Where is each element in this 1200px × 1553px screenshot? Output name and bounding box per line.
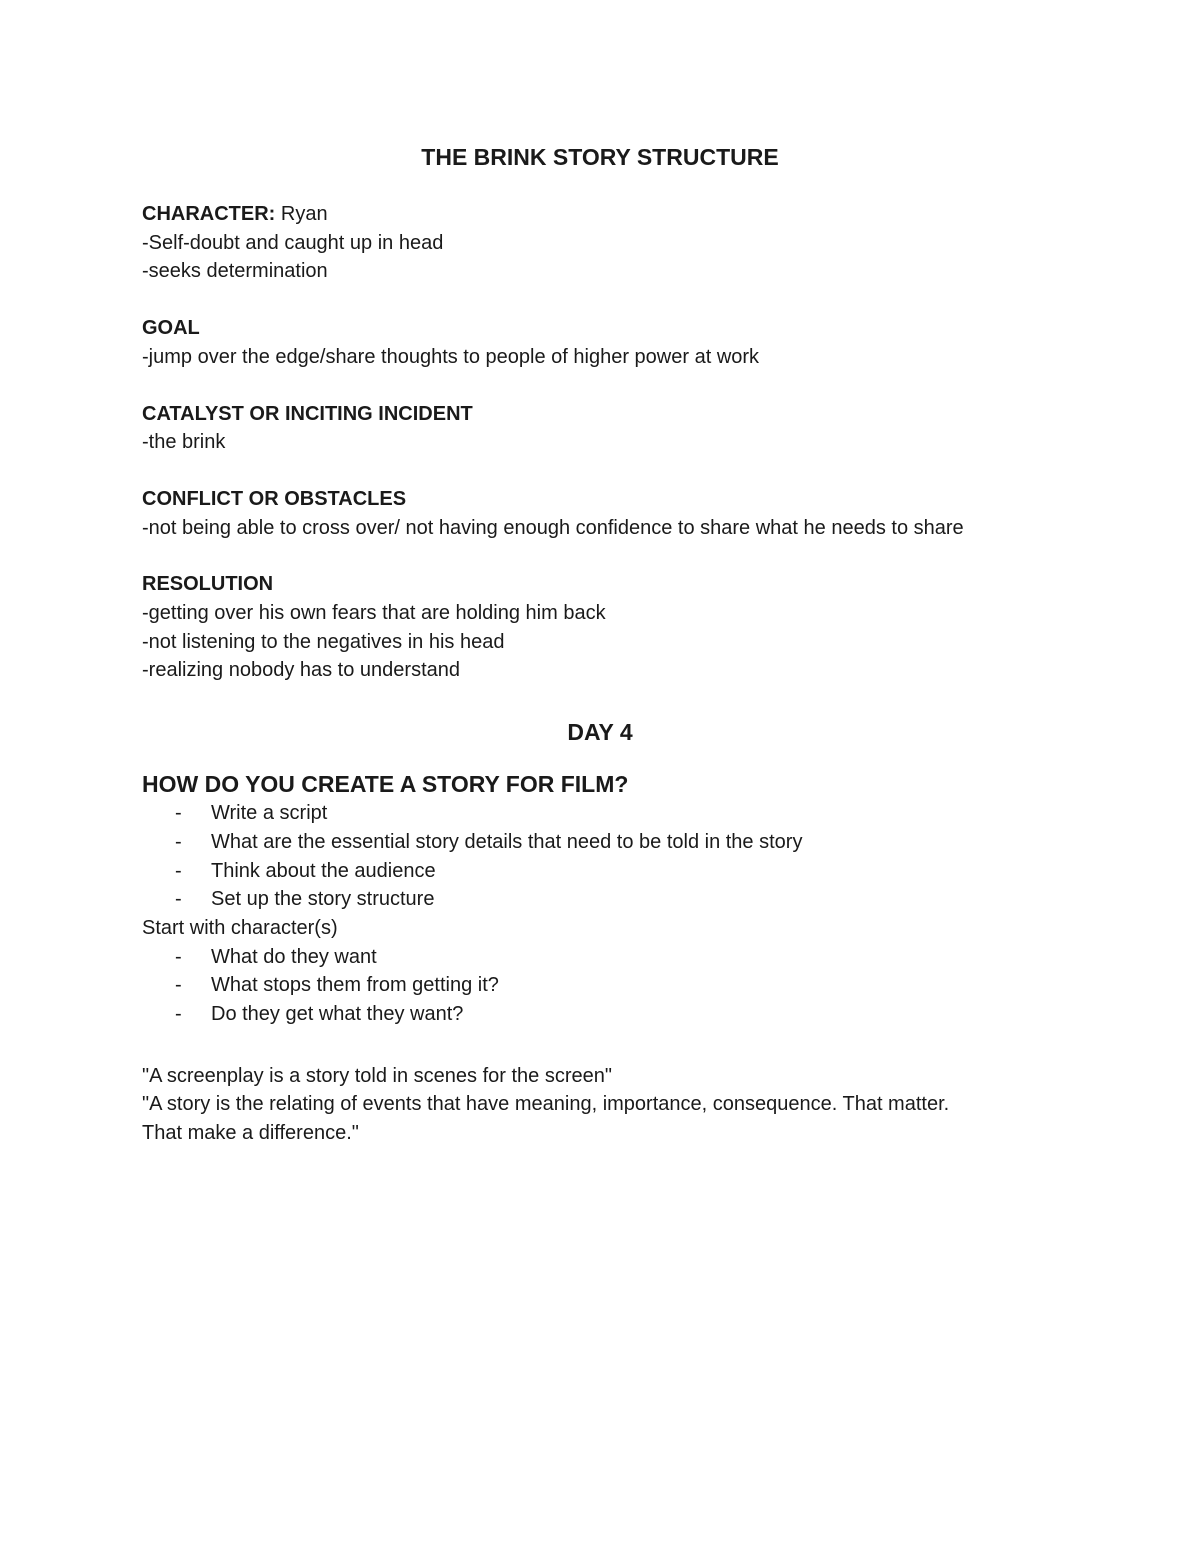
quotes-block xyxy=(142,1062,1062,1148)
list-item-text: Think about the audience xyxy=(211,859,436,882)
dash-bullet: - xyxy=(175,974,182,997)
list-item-text: Set up the story structure xyxy=(211,888,435,911)
resolution-label: RESOLUTION xyxy=(142,573,274,596)
character-name: Ryan xyxy=(275,203,328,225)
quote-line: That make a difference." xyxy=(142,1122,359,1145)
dash-bullet: - xyxy=(175,859,182,882)
character-line: -seeks determination xyxy=(142,260,328,283)
dash-bullet: - xyxy=(175,802,182,825)
list-item-text: What are the essential story details that need to be told in the story xyxy=(211,830,803,853)
catalyst-line: -the brink xyxy=(142,431,226,454)
dash-bullet: - xyxy=(175,945,182,968)
resolution-line: -getting over his own fears that are holding him back xyxy=(142,602,606,625)
dash-bullet: - xyxy=(175,888,182,911)
list-item xyxy=(142,857,1062,886)
goal-label: GOAL xyxy=(142,317,200,340)
quote-line: "A story is the relating of events that have meaning, importance, consequence. That matter. xyxy=(142,1093,950,1116)
catalyst-label: CATALYST OR INCITING INCIDENT xyxy=(142,402,473,425)
goal-section xyxy=(142,314,1062,371)
list-item xyxy=(142,885,1062,914)
character-label: CHARACTER: xyxy=(142,203,276,225)
list-item-text: Write a script xyxy=(211,802,328,825)
start-list xyxy=(142,943,1062,1029)
list-item xyxy=(142,971,1062,1000)
dash-bullet: - xyxy=(175,1003,182,1026)
resolution-section xyxy=(142,570,1062,685)
page-title: THE BRINK STORY STRUCTURE xyxy=(421,144,779,170)
list-item xyxy=(142,1000,1062,1029)
how-to-heading: HOW DO YOU CREATE A STORY FOR FILM? xyxy=(142,771,629,798)
resolution-line: -not listening to the negatives in his head xyxy=(142,630,505,653)
document-content xyxy=(142,140,1062,1148)
list-item xyxy=(142,799,1062,828)
list-item-text: Do they get what they want? xyxy=(211,1003,464,1026)
start-intro: Start with character(s) xyxy=(142,916,338,939)
list-item-text: What do they want xyxy=(211,945,377,968)
goal-line: -jump over the edge/share thoughts to people of higher power at work xyxy=(142,345,760,368)
conflict-label: CONFLICT OR OBSTACLES xyxy=(142,487,407,510)
character-section xyxy=(142,200,1062,286)
day-heading: DAY 4 xyxy=(567,719,633,746)
character-line: -Self-doubt and caught up in head xyxy=(142,231,444,254)
list-item xyxy=(142,943,1062,972)
dash-bullet: - xyxy=(175,830,182,853)
list-item-text: What stops them from getting it? xyxy=(211,974,499,997)
quote-line: "A screenplay is a story told in scenes for the screen" xyxy=(142,1064,612,1087)
conflict-line: -not being able to cross over/ not having enough confidence to share what he needs to share xyxy=(142,516,964,539)
conflict-section xyxy=(142,485,1062,542)
catalyst-section xyxy=(142,400,1062,457)
how-to-list xyxy=(142,799,1062,914)
resolution-line: -realizing nobody has to understand xyxy=(142,659,460,682)
list-item xyxy=(142,828,1062,857)
character-heading xyxy=(142,200,1062,229)
